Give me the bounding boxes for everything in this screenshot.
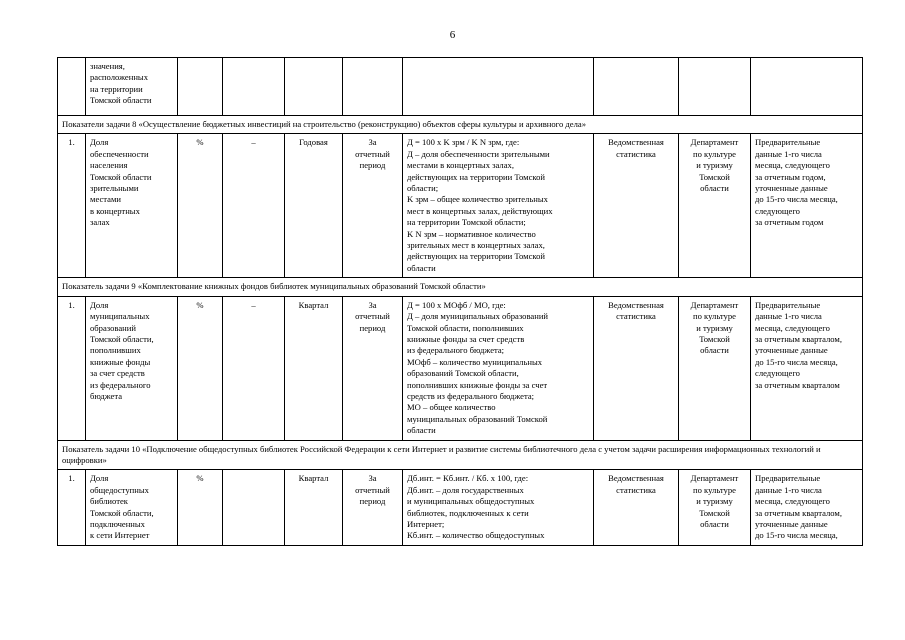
section-header-row (58, 116, 863, 134)
cell-source: Ведомственная статистика (594, 470, 679, 545)
cell-frequency: Годовая (285, 134, 343, 278)
indicators-table (57, 57, 863, 546)
page-number: 6 (449, 29, 456, 41)
cell-formula: Д = 100 x K зрм / K N зрм, где: Д – доля обеспеченности зрительными местами в концертных залах, действующих на территории Томской области; K зрм – общее количество зрительных мест в концертных залах, действующих на территории Томской области; K N зрм – нормативное количество зрительных мест в концертных залах, действующих на территории Томской области (403, 134, 594, 278)
cell-frequency: Квартал (285, 470, 343, 545)
cell-num: 1. (58, 470, 86, 545)
cell-direction (223, 470, 285, 545)
cell-unit: % (178, 134, 223, 278)
cell-frequency: Квартал (285, 296, 343, 440)
cell-timing: Предварительные данные 1-го числа месяца, следующего за отчетным кварталом, уточненные данные до 15-го числа месяца, следующего за отчетным кварталом (751, 296, 863, 440)
cell-unit: % (178, 470, 223, 545)
table-row (58, 470, 863, 545)
cell-period: За отчетный период (343, 296, 403, 440)
cell-num (58, 58, 86, 116)
cell-responsible: Департамент по культуре и туризму Томской области (679, 296, 751, 440)
cell-responsible: Департамент по культуре и туризму Томской области (679, 470, 751, 545)
section-header: Показатель задачи 9 «Комплектование книжных фондов библиотек муниципальных образований Томской области» (58, 278, 863, 296)
table-row (58, 296, 863, 440)
cell-timing: Предварительные данные 1-го числа месяца, следующего за отчетным кварталом, уточненные данные до 15-го числа месяца, (751, 470, 863, 545)
cell-formula: Дб.инт. = Кб.инт. / Кб. x 100, где: Дб.инт. – доля государственных и муниципальных общедоступных библиотек, подключенных к сети Интернет; Кб.инт. – количество общедоступных (403, 470, 594, 545)
cell-num: 1. (58, 296, 86, 440)
section-header: Показатели задачи 8 «Осуществление бюджетных инвестиций на строительство (реконструкцию) объектов сферы культуры и архивного дела» (58, 116, 863, 134)
cell-period: За отчетный период (343, 470, 403, 545)
cell-name: Доля муниципальных образований Томской области, пополнивших книжные фонды за счет средств из федерального бюджета (86, 296, 178, 440)
cell-unit: % (178, 296, 223, 440)
section-header-row (58, 278, 863, 296)
cell-period: За отчетный период (343, 134, 403, 278)
table-row (58, 58, 863, 116)
cell-formula: Д = 100 x МОфб / МО, где: Д – доля муниципальных образований Томской области, пополнивших книжные фонды за счет средств из федерального бюджета; МОфб – количество муниципальных образований Томской области, пополнивших книжные фонды за счет средств из федерального бюджета; МО – общее количество муниципальных образований Томской области (403, 296, 594, 440)
cell-direction: – (223, 134, 285, 278)
cell-name: Доля обеспеченности населения Томской области зрительными местами в концертных залах (86, 134, 178, 278)
section-header: Показатель задачи 10 «Подключение общедоступных библиотек Российской Федерации к сети Интернет и развитие системы библиотечного дела с учетом задачи расширения информационных технологий и оцифровки» (58, 440, 863, 470)
table-row (58, 134, 863, 278)
section-header-row (58, 440, 863, 470)
cell-timing: Предварительные данные 1-го числа месяца, следующего за отчетным годом, уточненные данные до 15-го числа месяца, следующего за отчетным годом (751, 134, 863, 278)
cell-source: Ведомственная статистика (594, 296, 679, 440)
cell-name: значения, расположенных на территории Томской области (86, 58, 178, 116)
cell-source: Ведомственная статистика (594, 134, 679, 278)
cell-direction: – (223, 296, 285, 440)
cell-name: Доля общедоступных библиотек Томской области, подключенных к сети Интернет (86, 470, 178, 545)
cell-num: 1. (58, 134, 86, 278)
cell-responsible: Департамент по культуре и туризму Томской области (679, 134, 751, 278)
